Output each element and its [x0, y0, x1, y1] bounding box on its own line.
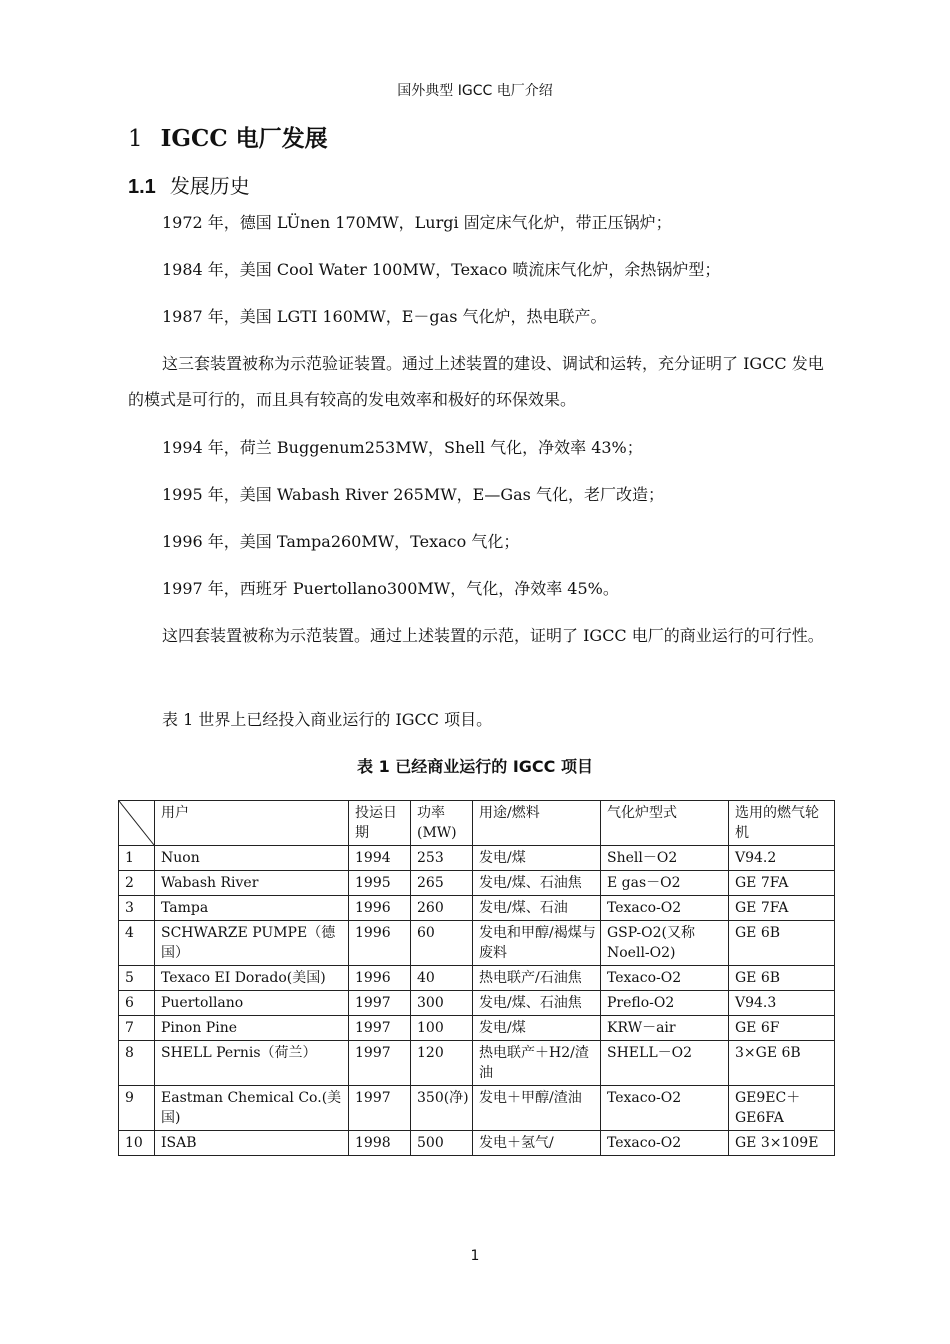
table-body: [119, 846, 835, 1156]
paragraph-1994: 1994 年，荷兰 Buggenum253MW，Shell 气化，净效率 43%；: [162, 438, 643, 457]
paragraph-demo-verification: 这三套装置被称为示范验证装置。通过上述装置的建设、调试和运转，充分证明了 IGCC 发电的模式是可行的，而且具有较高的发电效率和极好的环保效果。: [128, 354, 824, 409]
cell-user: Wabash River: [155, 871, 349, 896]
cell-gasifier: E gas－O2: [601, 871, 729, 896]
cell-date: 1994: [349, 846, 411, 871]
cell-use-fuel: 发电/煤: [473, 846, 601, 871]
cell-use-fuel: 热电联产＋H2/渣油: [473, 1041, 601, 1086]
table-row: [119, 846, 835, 871]
table-row: [119, 1041, 835, 1086]
cell-gas-turbine: GE 6B: [729, 921, 835, 966]
cell-date: 1997: [349, 991, 411, 1016]
table-row: [119, 1016, 835, 1041]
table-row: [119, 966, 835, 991]
table-row: [119, 1131, 835, 1156]
cell-gas-turbine: GE 7FA: [729, 896, 835, 921]
cell-date: 1998: [349, 1131, 411, 1156]
cell-user: ISAB: [155, 1131, 349, 1156]
cell-user: Pinon Pine: [155, 1016, 349, 1041]
cell-date: 1995: [349, 871, 411, 896]
cell-row-number: 2: [119, 871, 155, 896]
cell-gasifier: Texaco-O2: [601, 896, 729, 921]
cell-use-fuel: 发电/煤、石油焦: [473, 991, 601, 1016]
table-row: [119, 1086, 835, 1131]
cell-use-fuel: 发电和甲醇/褐煤与废料: [473, 921, 601, 966]
cell-row-number: 9: [119, 1086, 155, 1131]
cell-gas-turbine: GE9EC＋GE6FA: [729, 1086, 835, 1131]
table-header-row: [119, 801, 835, 846]
cell-row-number: 8: [119, 1041, 155, 1086]
cell-row-number: 4: [119, 921, 155, 966]
header-gas-turbine: 选用的燃气轮机: [729, 801, 835, 846]
page-header: 国外典型 IGCC 电厂介绍: [397, 83, 553, 99]
table-row: [119, 896, 835, 921]
cell-row-number: 1: [119, 846, 155, 871]
table-row: [119, 871, 835, 896]
cell-power: 500: [411, 1131, 473, 1156]
paragraph-table-intro: 表 1 世界上已经投入商业运行的 IGCC 项目。: [162, 710, 493, 729]
cell-row-number: 10: [119, 1131, 155, 1156]
heading-1-1: [128, 170, 250, 199]
cell-date: 1996: [349, 896, 411, 921]
heading-1: [128, 120, 328, 153]
cell-power: 260: [411, 896, 473, 921]
cell-power: 100: [411, 1016, 473, 1041]
cell-user: Texaco EI Dorado(美国): [155, 966, 349, 991]
paragraph-1996: 1996 年，美国 Tampa260MW，Texaco 气化；: [162, 532, 520, 551]
cell-use-fuel: 发电/煤、石油: [473, 896, 601, 921]
cell-user: Nuon: [155, 846, 349, 871]
cell-use-fuel: 发电/煤: [473, 1016, 601, 1041]
diagonal-corner-cell: [119, 801, 155, 846]
header-gasifier: 气化炉型式: [601, 801, 729, 846]
cell-gasifier: Texaco-O2: [601, 966, 729, 991]
cell-use-fuel: 发电＋甲醇/渣油: [473, 1086, 601, 1131]
cell-user: Tampa: [155, 896, 349, 921]
cell-gasifier: GSP-O2(又称Noell-O2): [601, 921, 729, 966]
heading-2-number: 1.1: [128, 176, 156, 198]
header-use-fuel: 用途/燃料: [473, 801, 601, 846]
page-number: 1: [470, 1248, 480, 1264]
paragraph-1995: 1995 年，美国 Wabash River 265MW，E—Gas 气化，老厂改造；: [162, 485, 664, 504]
heading-2-text: 发展历史: [169, 174, 250, 198]
cell-date: 1997: [349, 1041, 411, 1086]
header-user: 用户: [155, 801, 349, 846]
cell-gas-turbine: V94.2: [729, 846, 835, 871]
paragraph-1984: 1984 年，美国 Cool Water 100MW，Texaco 喷流床气化炉，余热锅炉型；: [162, 260, 721, 279]
cell-gasifier: Shell－O2: [601, 846, 729, 871]
cell-gas-turbine: GE 6B: [729, 966, 835, 991]
cell-row-number: 6: [119, 991, 155, 1016]
cell-gas-turbine: GE 6F: [729, 1016, 835, 1041]
cell-power: 350(净): [411, 1086, 473, 1131]
cell-gasifier: KRW－air: [601, 1016, 729, 1041]
cell-gas-turbine: 3×GE 6B: [729, 1041, 835, 1086]
cell-date: 1997: [349, 1016, 411, 1041]
table-title: 表 1 已经商业运行的 IGCC 项目: [357, 757, 593, 776]
header-date: 投运日期: [349, 801, 411, 846]
cell-use-fuel: 发电＋氢气/: [473, 1131, 601, 1156]
diagonal-line: [119, 801, 154, 845]
paragraph-1997: 1997 年，西班牙 Puertollano300MW，气化，净效率 45%。: [162, 579, 619, 598]
cell-gasifier: Texaco-O2: [601, 1086, 729, 1131]
cell-user: Puertollano: [155, 991, 349, 1016]
cell-date: 1997: [349, 1086, 411, 1131]
paragraph-demo-plants: 这四套装置被称为示范装置。通过上述装置的示范，证明了 IGCC 电厂的商业运行的可行性。: [162, 626, 824, 645]
cell-date: 1996: [349, 966, 411, 991]
cell-gas-turbine: V94.3: [729, 991, 835, 1016]
cell-row-number: 3: [119, 896, 155, 921]
cell-gasifier: Preflo-O2: [601, 991, 729, 1016]
cell-power: 60: [411, 921, 473, 966]
cell-power: 253: [411, 846, 473, 871]
cell-row-number: 7: [119, 1016, 155, 1041]
cell-user: SCHWARZE PUMPE（德国）: [155, 921, 349, 966]
heading-1-number: 1: [128, 126, 143, 152]
paragraph-1972: 1972 年，德国 LÜnen 170MW，Lurgi 固定床气化炉，带正压锅炉；: [162, 213, 672, 232]
heading-1-text: IGCC 电厂发展: [160, 125, 328, 152]
cell-power: 40: [411, 966, 473, 991]
igcc-projects-table: [118, 800, 835, 1156]
cell-row-number: 5: [119, 966, 155, 991]
cell-user: SHELL Pernis（荷兰）: [155, 1041, 349, 1086]
cell-gas-turbine: GE 7FA: [729, 871, 835, 896]
table-row: [119, 921, 835, 966]
cell-user: Eastman Chemical Co.(美国): [155, 1086, 349, 1131]
cell-gasifier: Texaco-O2: [601, 1131, 729, 1156]
cell-power: 120: [411, 1041, 473, 1086]
cell-use-fuel: 发电/煤、石油焦: [473, 871, 601, 896]
header-power: 功率(MW): [411, 801, 473, 846]
cell-power: 265: [411, 871, 473, 896]
cell-power: 300: [411, 991, 473, 1016]
cell-gas-turbine: GE 3×109E: [729, 1131, 835, 1156]
cell-use-fuel: 热电联产/石油焦: [473, 966, 601, 991]
paragraph-1987: 1987 年，美国 LGTI 160MW，E－gas 气化炉，热电联产。: [162, 307, 607, 326]
table-row: [119, 991, 835, 1016]
cell-date: 1996: [349, 921, 411, 966]
cell-gasifier: SHELL－O2: [601, 1041, 729, 1086]
